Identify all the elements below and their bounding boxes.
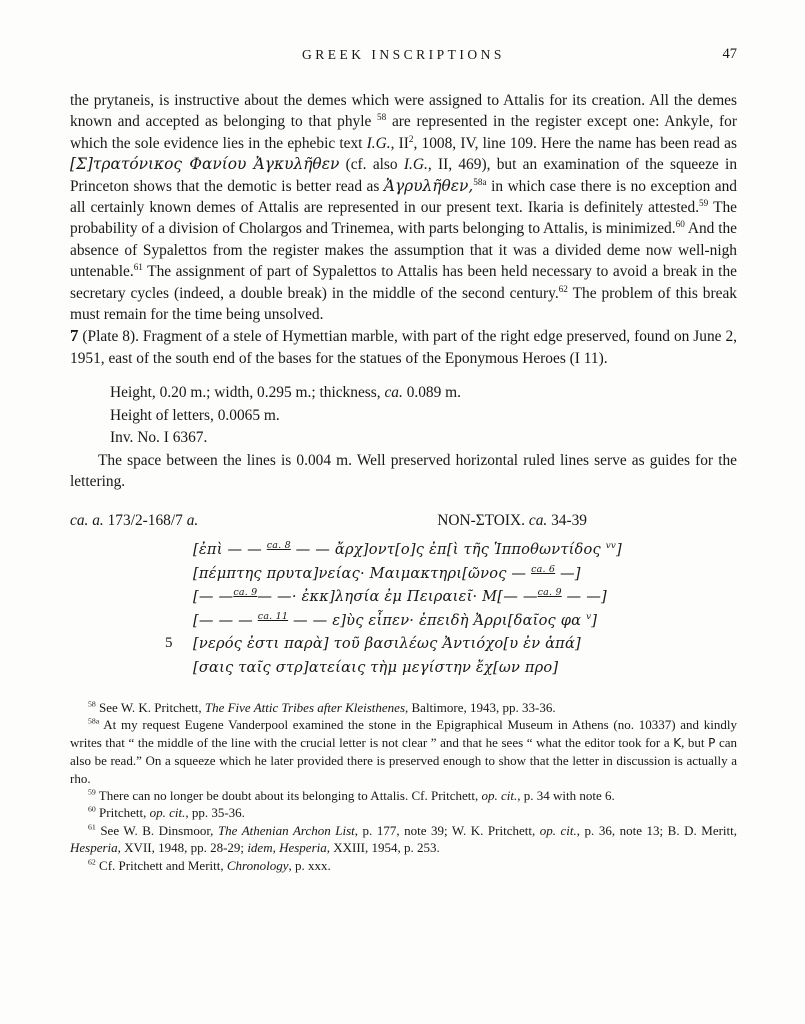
paragraph-intro: the prytaneis, is instructive about the demes which were assigned to Attalis for its creation. All the demes known and accepted as belonging to that phyle $^{58}$ are represented in the register except one: Ankyle, for which the sole evidence lies in the ephebic text I.G., $II^2$, 1008, IV, line 109. Here the name has been read as [Σ]τρατόνικος Φανίου Ἀγκυλῆθεν (cf. also I.G., II, 469), but an examination of the squeeze in Princeton shows that the demotic is better read as Ἀγρυλῆθεν,$^{58a}$ in which case there is no exception and all certainly known demes of Attalis are represented in our present text. Ikaria is definitely attested.$^{59}$ The probability of a division of Cholargos and Trinemea, with parts belonging to Attalis, is minimized.$^{60}$ And the absence of Sypalettos from the register makes the assumption that it was a divided deme now well-nigh untenable.$^{61}$ The assignment of part of Sypalettos to Attalis has been held necessary to avoid a break in the secretary cycles (indeed, a double break) in the middle of the second century.$^{62}$ The problem of this break must remain for the time being unsolved.	[70, 92, 738, 324]
date-line	[70, 510, 737, 531]
inscription-line-2	[165, 562, 737, 586]
running-title: GREEK INSCRIPTIONS	[302, 47, 505, 62]
inscription-line-1	[165, 538, 737, 562]
inscription-line-5	[165, 632, 737, 656]
inscription-text: [— — — $^{ca. 11}$ — — ε]ὺς εἶπεν· ἐπειδὴ Ἀρρι[δαῖος φα $^v$]	[193, 610, 598, 629]
inscription-text: [— —$^{ca. 9}$— —· ἐκκ]λησία ἐμ Πειραιεῖ· Μ[— —$^{ca. 9}$ — —]	[193, 587, 607, 605]
stoichedon-note: ΝΟΝ-ΣΤΟΙΧ. ca. 34-39	[437, 511, 587, 529]
footnote-59: $^{59}$ There can no longer be doubt about its belonging to Attalis. Cf. Pritchett, op. cit., p. 34 with note 6.	[88, 787, 615, 804]
inscription-text: [ἐπὶ — — $^{ca. 8}$ — — ἄρχ]οντ[ο]ς ἐπ[ὶ τῆς Ἱπποθωντίδος $^{vv}$]	[193, 540, 622, 558]
date-range: ca. a. 173/2-168/7 a.	[70, 511, 199, 529]
inscription-text: [σαις ταῖς στρ]ατείαις τὴμ μεγίστην ἔχ[ων προ]	[193, 658, 559, 676]
footnote-58: $^{58}$ See W. K. Pritchett, The Five Attic Tribes after Kleisthenes, Baltimore, 1943, pp. 33-36.	[88, 699, 556, 715]
inventory-number: Inv. No. I 6367.	[110, 429, 208, 447]
line-number: 5	[165, 635, 173, 651]
measurements-block	[110, 382, 737, 450]
line-number	[165, 609, 193, 633]
measurement-letter-height: Height of letters, 0.0065 m.	[110, 406, 280, 424]
inscription-text: [νερός ἐστι παρὰ] τοῦ βασιλέως Ἀντιόχο[υ ἐν ἁπά]	[193, 635, 581, 652]
paragraph-ruled-lines: The space between the lines is 0.004 m. Well preserved horizontal ruled lines serve as guides for the lettering.	[70, 451, 737, 491]
footnote-58a: $^{58a}$ At my request Eugene Vanderpool examined the stone in the Epigraphical Museum in Athens (no. 10337) and kindly writes that “ the middle of the line with the crucial letter is not clear ” and that he sees “ what the editor took for a K, but P can also be read.” On a squeeze which he later provided there is preserved enough to show that the letter in discussion is actually a rho.	[70, 717, 737, 786]
inscription-line-3	[165, 585, 737, 609]
page-header	[70, 44, 737, 64]
inscription-line-6	[165, 656, 737, 680]
line-number	[165, 585, 193, 609]
line-number	[165, 538, 193, 562]
line-number	[165, 656, 193, 680]
footnote-61: $^{61}$ See W. B. Dinsmoor, The Athenian Archon List, p. 177, note 39; W. K. Pritchett, op. cit., p. 36, note 13; B. D. Meritt, Hesperia, XVII, 1948, pp. 28-29; idem, Hesperia, XXIII, 1954, p. 253.	[70, 822, 738, 856]
inscription-text: [πέμπτης πρυτα]νείας· Μαιμακτηρι[ῶνος — $^{ca. 6}$ —]	[193, 563, 581, 582]
footnote-60: $^{60}$ Pritchett, op. cit., pp. 35-36.	[88, 805, 245, 821]
entry-7-paragraph: 7 (Plate 8). Fragment of a stele of Hymettian marble, with part of the right edge preserved, found on June 2, 1951, east of the south end of the bases for the statues of the Eponymous Heroes (I 11).	[70, 326, 737, 367]
inscription-block	[165, 538, 737, 679]
footnotes-block	[70, 699, 737, 874]
footnote-62: $^{62}$ Cf. Pritchett and Meritt, Chronology, p. xxx.	[88, 857, 331, 873]
line-number	[165, 562, 193, 586]
page-number: 47	[722, 46, 737, 62]
inscription-line-4	[165, 609, 737, 633]
measurement-dimensions: Height, 0.20 m.; width, 0.295 m.; thickness, ca. 0.089 m.	[110, 384, 461, 402]
